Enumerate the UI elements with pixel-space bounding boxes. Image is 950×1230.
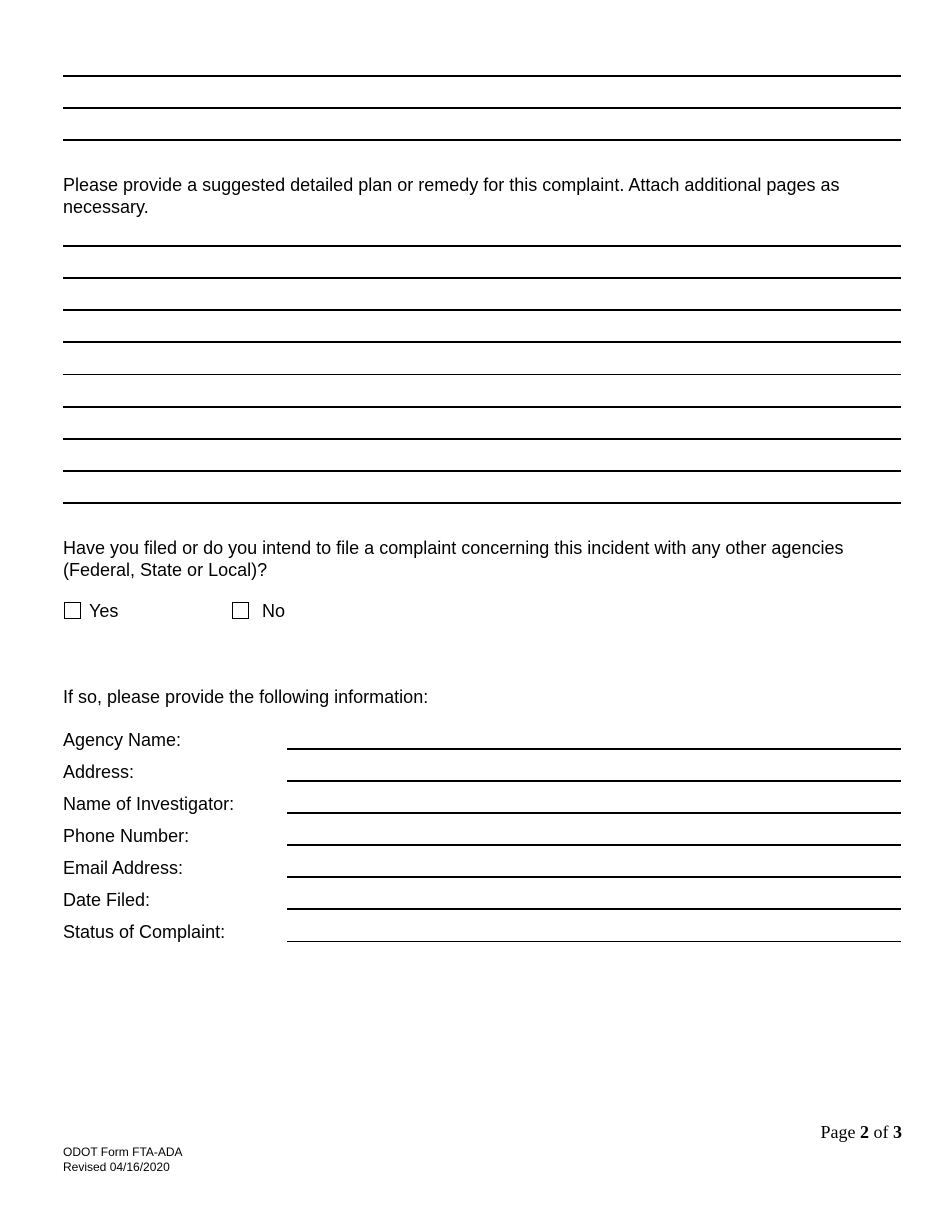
remedy-answer-line[interactable]	[63, 406, 901, 408]
status-field[interactable]	[287, 941, 901, 942]
date-filed-field[interactable]	[287, 908, 901, 910]
remedy-answer-line[interactable]	[63, 374, 901, 375]
remedy-answer-line[interactable]	[63, 277, 901, 279]
page-number	[821, 1122, 903, 1143]
email-field[interactable]	[287, 876, 901, 878]
investigator-field[interactable]	[287, 812, 901, 814]
remedy-prompt: Please provide a suggested detailed plan or remedy for this complaint. Attach additional pages as necessary.	[63, 175, 840, 217]
page-word: Page	[820, 1122, 856, 1142]
answer-line[interactable]	[63, 75, 901, 77]
remedy-answer-line[interactable]	[63, 245, 901, 247]
page-total: 3	[893, 1122, 902, 1142]
phone-label: Phone Number:	[63, 826, 190, 846]
yes-checkbox[interactable]	[64, 602, 81, 619]
email-label: Email Address:	[63, 858, 184, 878]
agency-name-label: Agency Name:	[63, 730, 182, 750]
status-label: Status of Complaint:	[63, 922, 226, 942]
answer-line[interactable]	[63, 139, 901, 141]
if-so-prompt: If so, please provide the following information:	[63, 687, 429, 707]
remedy-answer-line[interactable]	[63, 502, 901, 504]
page-of: of	[873, 1122, 889, 1142]
phone-field[interactable]	[287, 844, 901, 846]
remedy-answer-line[interactable]	[63, 341, 901, 343]
address-label: Address:	[63, 762, 135, 782]
address-field[interactable]	[287, 780, 901, 782]
yes-label: Yes	[89, 601, 119, 621]
investigator-label: Name of Investigator:	[63, 794, 235, 814]
page-current: 2	[860, 1122, 869, 1142]
form-id: ODOT Form FTA-ADA	[63, 1145, 183, 1159]
answer-line[interactable]	[63, 107, 901, 109]
revised-date: Revised 04/16/2020	[63, 1160, 170, 1174]
remedy-answer-line[interactable]	[63, 470, 901, 472]
other-agencies-question: Have you filed or do you intend to file a complaint concerning this incident with any other agencies (Federal, State or Local)?	[63, 538, 844, 580]
date-filed-label: Date Filed:	[63, 890, 151, 910]
agency-name-field[interactable]	[287, 748, 901, 750]
remedy-answer-line[interactable]	[63, 438, 901, 440]
remedy-answer-line[interactable]	[63, 309, 901, 311]
no-checkbox[interactable]	[232, 602, 249, 619]
no-label: No	[262, 601, 286, 621]
